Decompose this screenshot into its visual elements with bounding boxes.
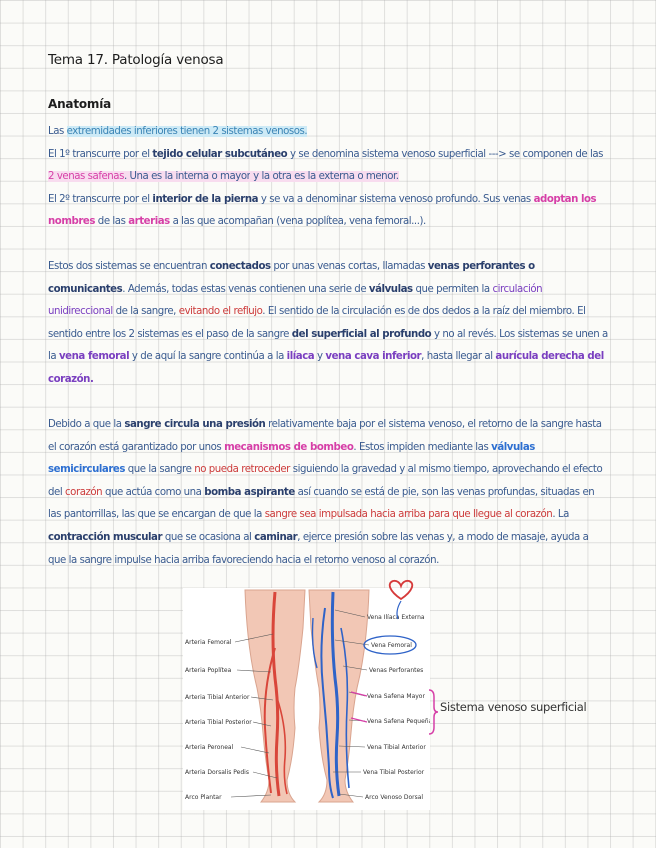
label-vena-safena-pequena: Vena Safena Pequeña (367, 718, 430, 725)
text-run: a las que acompañan (vena poplítea, vena femoral...). (169, 216, 426, 228)
text-run: . La (552, 509, 569, 521)
paragraph-sistemas-venosos (48, 121, 608, 234)
leg-vascular-figure (183, 588, 430, 810)
bold-text: conectados (209, 261, 271, 272)
emphasis-text: aurícula derecha del corazón. (48, 351, 604, 385)
emphasis-text: evitando el reflujo (178, 306, 263, 318)
label-arteria-femoral: Arteria Femoral (185, 639, 232, 646)
text-run: , hasta llegar al (421, 351, 496, 363)
text-run: El 2º transcurre por el (48, 193, 153, 205)
bold-text: contracción muscular (48, 531, 163, 543)
bold-text: sangre circula una presión (124, 419, 266, 430)
label-venas-perforantes: Venas Perforantes (369, 667, 424, 674)
text-run: que actúa como una (102, 486, 205, 498)
label-arco-venoso-dorsal: Arco Venoso Dorsal (365, 794, 424, 801)
label-arteria-tibial-posterior: Arteria Tibial Posterior (185, 719, 252, 726)
paragraph-conexion-sistemas (48, 256, 608, 392)
label-arteria-peroneal: Arteria Peroneal (185, 744, 234, 751)
section-heading-anatomia: Anatomía (48, 97, 112, 111)
label-arteria-dorsalis-pedis: Arteria Dorsalis Pedis (185, 769, 249, 776)
label-arco-plantar: Arco Plantar (185, 794, 222, 801)
text-run: que permiten la (412, 283, 493, 295)
text-run: y (314, 351, 326, 363)
label-vena-tibial-anterior: Vena Tibial Anterior (367, 744, 426, 751)
text-run: . Estos impiden mediante las (353, 441, 492, 453)
paragraph-retorno-venoso (48, 414, 608, 572)
emphasis-text: adoptan los nombres (48, 193, 597, 228)
text-run: y no al revés. Los sistemas se unen a la (48, 328, 608, 363)
text-run: por unas venas cortas, llamadas (270, 261, 428, 272)
text-run: así cuando se está de pie, son las venas profundas, situadas en las pantorrillas, las que se encargan de que la (48, 486, 595, 521)
bold-text: bomba aspirante (204, 486, 295, 498)
text-run: que la sangre (125, 464, 195, 476)
label-vena-femoral: Vena Femoral (371, 642, 412, 649)
bold-text: interior de la pierna (152, 193, 259, 205)
emphasis-text: ilíaca (286, 351, 315, 363)
text-run: de las (95, 216, 129, 228)
brace-label: Sistema venoso superficial (440, 700, 587, 714)
bold-text: tejido celular subcutáneo (152, 148, 288, 160)
bold-text: caminar (254, 531, 298, 543)
text-run: , ejerce presión sobre las venas y, a modo de masaje, ayuda a que la sangre impulse hacia arriba favoreciendo hacia el retorno venoso al corazón. (48, 531, 589, 566)
emphasis-text: sangre sea impulsada hacia arriba para que llegue al corazón (264, 509, 553, 521)
emphasis-text: corazón (65, 486, 103, 498)
text-run: siguiendo la gravedad y al mismo tiempo, aprovechando el efecto del (48, 464, 603, 498)
text-run: Las (48, 126, 67, 137)
text-run: Estos dos sistemas se encuentran (48, 261, 210, 272)
highlight-text: 2 venas safenas (48, 171, 124, 183)
emphasis-text: vena femoral (58, 351, 130, 363)
page-title: Tema 17. Patología venosa (48, 52, 224, 68)
emphasis-text: no pueda retroceder (194, 464, 290, 476)
emphasis-text: válvulas semicirculares (48, 441, 535, 476)
text-run: y de aquí la sangre continúa a la (129, 351, 287, 363)
text-run: y se va a denominar sistema venoso profundo. Sus venas (258, 193, 534, 205)
text-run: . El sentido de la circulación es de dos dedos a la raíz del miembro. El sentido entre los 2 sistemas es el paso de la sangre (48, 306, 586, 340)
text-run: El 1º transcurre por el (48, 148, 153, 160)
highlight-text: interna o mayor (175, 171, 251, 183)
label-arteria-tibial-anterior: Arteria Tibial Anterior (185, 694, 250, 701)
label-vena-safena-mayor: Vena Safena Mayor (367, 693, 425, 700)
emphasis-text: circulación unidireccional (48, 283, 543, 318)
text-run: que se ocasiona al (162, 531, 255, 543)
highlight-text: y la otra es la (250, 171, 319, 183)
emphasis-text: arterias (128, 216, 170, 228)
bold-text: venas perforantes o comunicantes (48, 261, 535, 295)
bold-text: del superficial al profundo (291, 328, 432, 340)
curly-brace-icon (427, 689, 439, 735)
legs-illustration (183, 588, 430, 810)
emphasis-text: mecanismos de bombeo (224, 441, 354, 453)
label-arteria-poplitea: Arteria Poplítea (185, 667, 232, 674)
label-vena-tibial-posterior: Vena Tibial Posterior (363, 769, 425, 776)
left-leg-shape (245, 590, 305, 802)
label-vena-iliaca-externa: Vena Ilíaca Externa (367, 614, 425, 621)
highlight-text: . Una es la (123, 171, 176, 183)
emphasis-text: vena cava inferior (325, 351, 422, 363)
text-run: y se denomina sistema venoso superficial ---> se componen de las (287, 148, 603, 160)
right-leg-shape (309, 590, 369, 802)
bold-text: válvulas (368, 283, 413, 295)
highlight-text: extremidades inferiores tienen 2 sistemas venosos. (66, 126, 308, 137)
text-run: de la sangre, (112, 306, 179, 318)
text-run: . Además, todas estas venas contienen una serie de (122, 283, 369, 295)
heart-icon (381, 577, 421, 621)
highlight-text: externa o menor. (318, 171, 399, 183)
text-run: relativamente baja por el sistema venoso, el retorno de la sangre hasta el corazón está garantizado por unos (48, 419, 602, 453)
text-run: Debido a que la (48, 419, 125, 430)
